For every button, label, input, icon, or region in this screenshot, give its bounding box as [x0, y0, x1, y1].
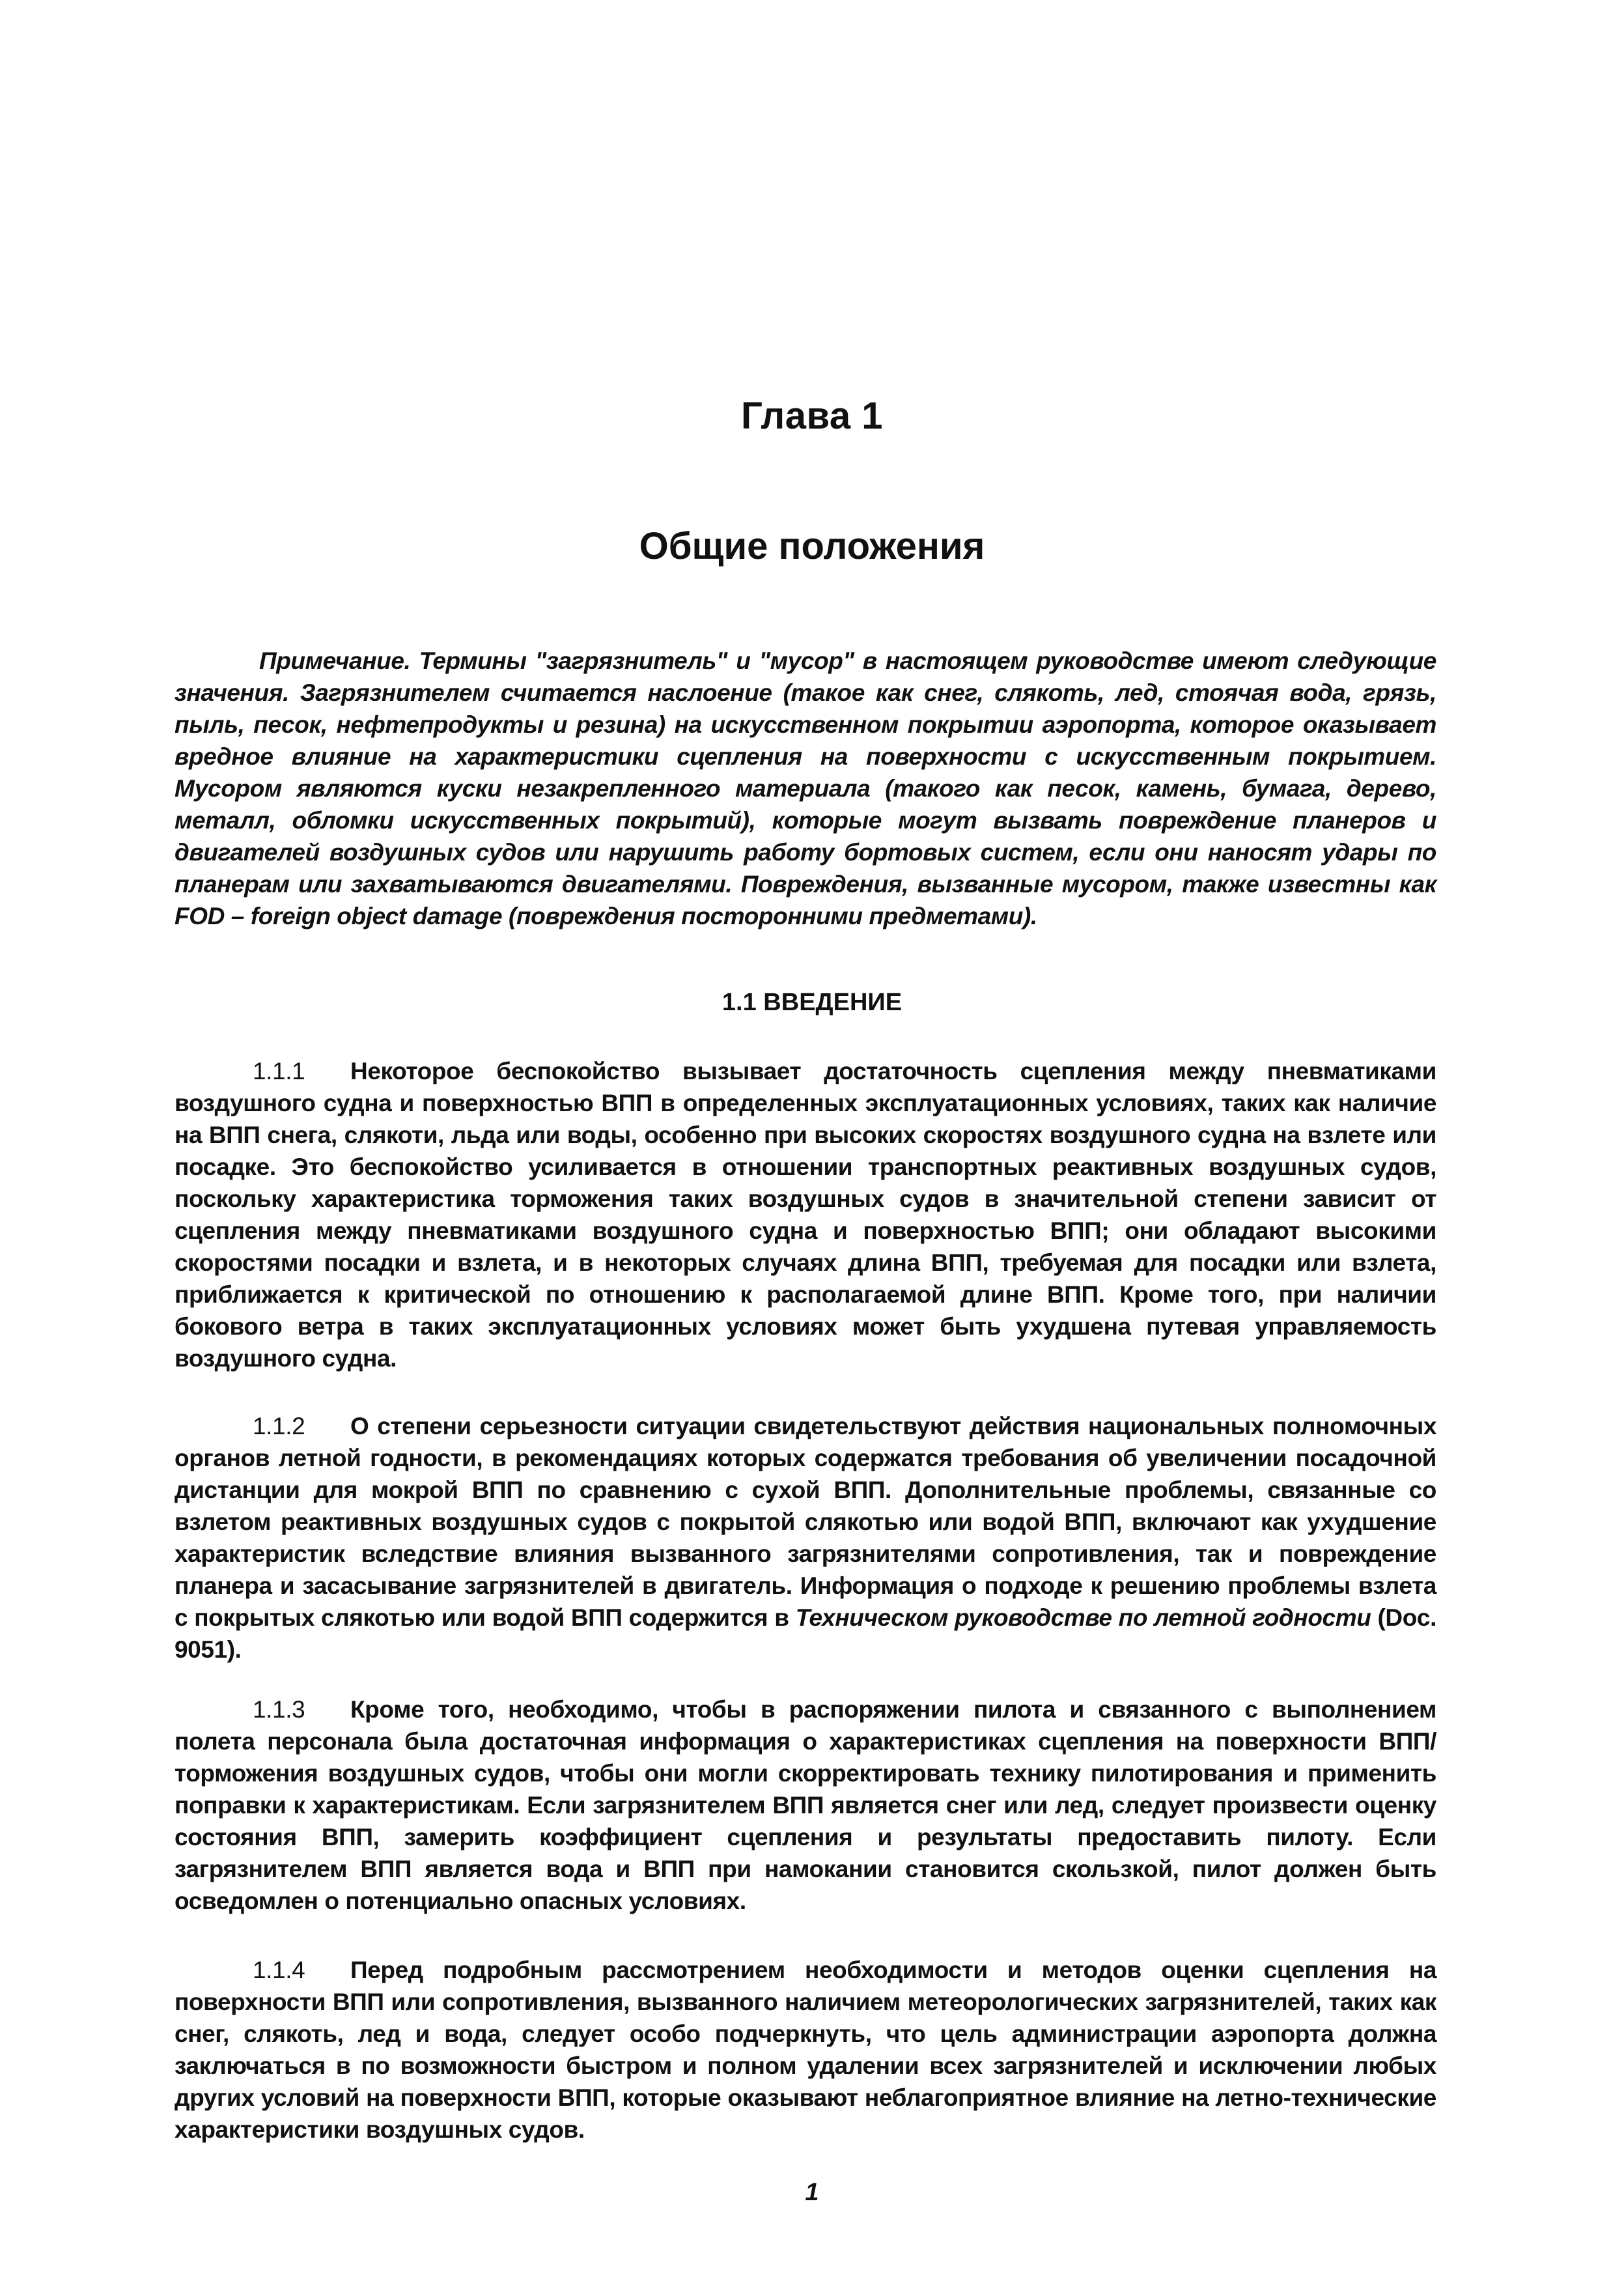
paragraph-1-1-3	[175, 1693, 1436, 1917]
section-heading: 1.1 ВВЕДЕНИЕ	[721, 989, 903, 1016]
paragraph-text-tail: (Doc. 9051).	[175, 1604, 1436, 1663]
paragraph-number: 1.1.4	[253, 1957, 305, 1983]
paragraph-text: Некоторое беспокойство вызывает достаточность сцепления между пневматиками воздушного судна и поверхностью ВПП в определенных эксплуатационных условиях, таких как наличие на ВПП снега, слякоти, льда или воды, особенно при высоких скоростях воздушного судна на взлете или посадке. Это беспокойство усиливается в отношении транспортных реактивных воздушных судов, поскольку характеристика торможения таких воздушных судов в значительной степени зависит от сцепления между пневматиками воздушного судна и поверхностью ВПП; они обладают высокими скоростями посадки и взлета, и в некоторых случаях длина ВПП, требуемая для посадки или взлета, приближается к критической по отношению к располагаемой длине ВПП. Кроме того, при наличии бокового ветра в таких эксплуатационных условиях может быть ухудшена путевая управляемость воздушного судна.	[175, 1058, 1436, 1372]
chapter-label: Глава 1	[740, 395, 884, 437]
paragraph-number: 1.1.2	[253, 1413, 305, 1439]
paragraph-1-1-4	[175, 1954, 1436, 2146]
note-paragraph: Примечание. Термины "загрязнитель" и "мусор" в настоящем руководстве имеют следующие значения. Загрязнителем считается наслоение (такое как снег, слякоть, лед, стоячая вода, грязь, пыль, песок, нефтепродукты и резина) на искусственном покрытии аэропорта, которое оказывает вредное влияние на характеристики сцепления на поверхности с искусственным покрытием. Мусором являются куски незакрепленного материала (такого как песок, камень, бумага, дерево, металл, обломки искусственных покрытий), которые могут вызвать повреждение планеров и двигателей воздушных судов или нарушить работу бортовых систем, если они наносят удары по планерам или захватываются двигателями. Повреждения, вызванные мусором, также известны как FOD – foreign object damage (повреждения посторонними предметами).	[175, 647, 1436, 929]
paragraph-1-1-2	[175, 1410, 1436, 1665]
paragraph-text: Кроме того, необходимо, чтобы в распоряжении пилота и связанного с выполнением полета персонала была достаточная информация о характеристиках сцепления на поверхности ВПП/торможения воздушных судов, чтобы они могли скорректировать технику пилотирования и применить поправки к характеристикам. Если загрязнителем ВПП является снег или лед, следует произвести оценку состояния ВПП, замерить коэффициент сцепления и результаты предоставить пилоту. Если загрязнителем ВПП является вода и ВПП при намокании становится скользкой, пилот должен быть осведомлен о потенциально опасных условиях.	[175, 1696, 1436, 1914]
paragraph-text: О степени серьезности ситуации свидетельствуют действия национальных полномочных органов летной годности, в рекомендациях которых содержатся требования об увеличении посадочной дистанции для мокрой ВПП по сравнению с сухой ВПП. Дополнительные проблемы, связанные со взлетом реактивных воздушных судов с покрытой слякотью или водой ВПП, включают как ухудшение характеристик вследствие влияния вызванного загрязнителями сопротивления, так и повреждение планера и засасывание загрязнителей в двигатель. Информация о подходе к решению проблемы взлета с покрытых слякотью или водой ВПП содержится в	[175, 1413, 1436, 1631]
paragraph-number: 1.1.3	[253, 1696, 305, 1723]
page-number: 1	[805, 2179, 819, 2206]
paragraph-1-1-1	[175, 1055, 1436, 1374]
chapter-title: Общие положения	[639, 525, 985, 567]
paragraph-number: 1.1.1	[253, 1058, 305, 1084]
document-reference: Техническом руководстве по летной годности	[795, 1604, 1371, 1631]
paragraph-text: Перед подробным рассмотрением необходимости и методов оценки сцепления на поверхности ВПП или сопротивления, вызванного наличием метеорологических загрязнителей, таких как снег, слякоть, лед и вода, следует особо подчеркнуть, что цель администрации аэропорта должна заключаться в по возможности быстром и полном удалении всех загрязнителей и исключении любых других условий на поверхности ВПП, которые оказывают неблагоприятное влияние на летно-технические характеристики воздушных судов.	[175, 1957, 1436, 2143]
